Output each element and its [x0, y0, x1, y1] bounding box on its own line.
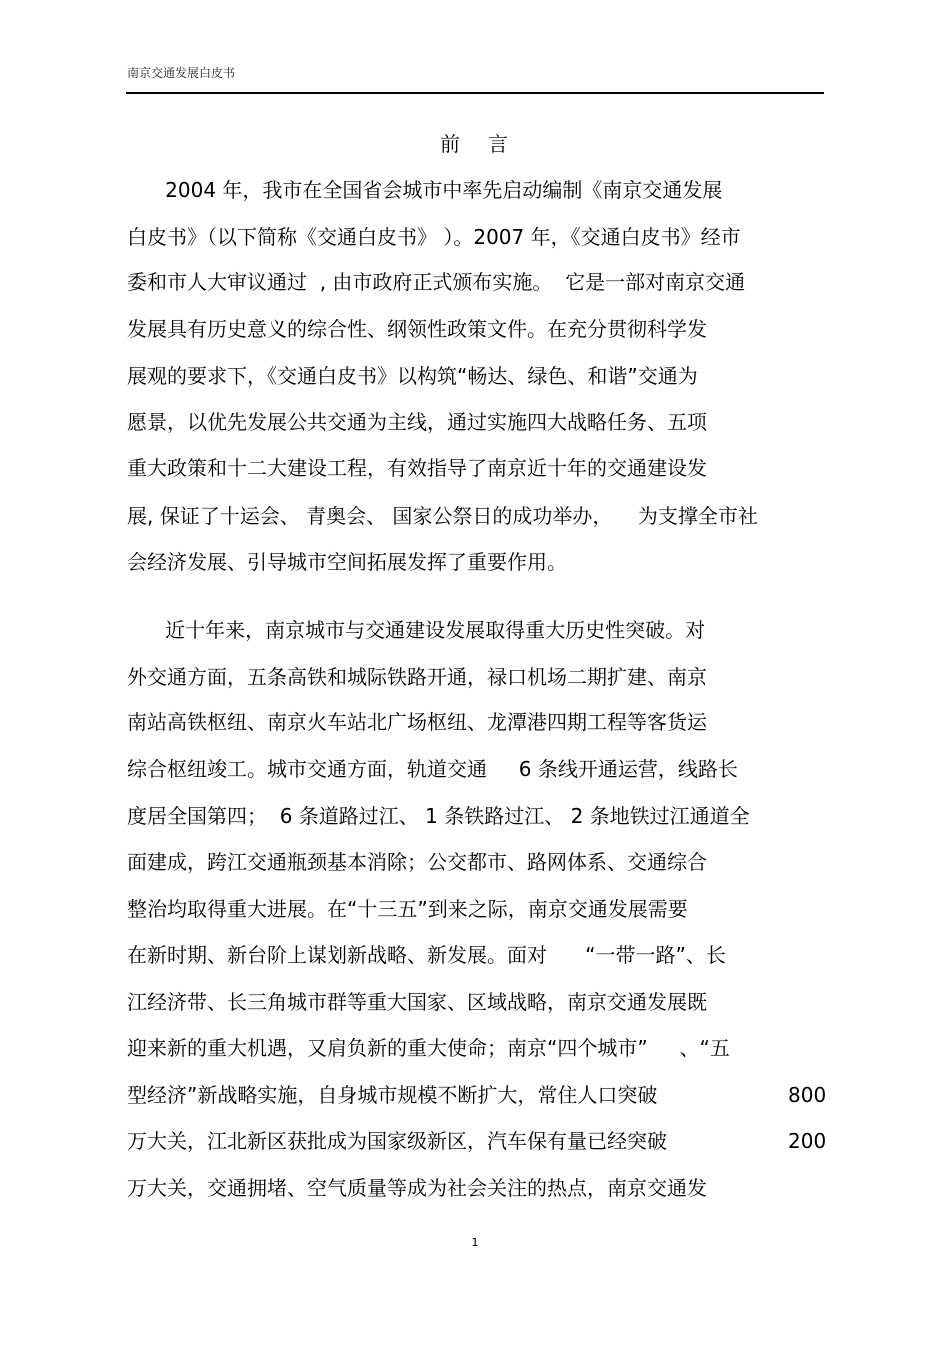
vehicle-number: 200 [788, 1129, 827, 1153]
paragraph-line: 万大关，江北新区获批成为国家级新区，汽车保有量已经突破 [127, 1129, 667, 1153]
paragraph-line: 白皮书》（以下简称《交通白皮书》 ）。2007 年，《交通白皮书》经市 [127, 225, 741, 249]
page-number: 1 [471, 1236, 479, 1249]
paragraph-line: 委和市人大审议通过 , 由市政府正式颁布实施。 它是一部对南京交通 [127, 270, 746, 294]
paragraph-line: 重大政策和十二大建设工程，有效指导了南京近十年的交通建设发 [127, 456, 707, 480]
paragraph-line: 迎来新的重大机遇，又肩负新的重大使命；南京“四个城市” 、“五 [127, 1036, 730, 1060]
header-divider [126, 92, 824, 94]
paragraph-line: 近十年来，南京城市与交通建设发展取得重大历史性突破。对 [127, 618, 706, 642]
title-char-2: 言 [488, 132, 508, 156]
paragraph-line: 面建成，跨江交通瓶颈基本消除；公交都市、路网体系、交通综合 [127, 850, 707, 874]
paragraph-line: 会经济发展、引导城市空间拓展发挥了重要作用。 [127, 550, 567, 574]
paragraph-line: 江经济带、长三角城市群等重大国家、区域战略，南京交通发展既 [127, 990, 707, 1014]
paragraph-line: 综合枢纽竣工。城市交通方面，轨道交通 6 条线开通运营，线路长 [127, 757, 738, 781]
paragraph-line: 2004 年，我市在全国省会城市中率先启动编制《南京交通发展 [127, 178, 723, 202]
paragraph-line: 度居全国第四； 6 条道路过江、 1 条铁路过江、 2 条地铁过江通道全 [127, 804, 750, 828]
paragraph-line: 外交通方面，五条高铁和城际铁路开通，禄口机场二期扩建、南京 [127, 665, 707, 689]
paragraph-line: 在新时期、新台阶上谋划新战略、新发展。面对 “一带一路”、长 [127, 943, 726, 967]
paragraph-line: 展, 保证了十运会、 青奥会、 国家公祭日的成功举办， 为支撑全市社 [127, 504, 758, 528]
paragraph-line: 发展具有历史意义的综合性、纲领性政策文件。在充分贯彻科学发 [127, 317, 707, 341]
running-header-title: 南京交通发展白皮书 [127, 66, 236, 80]
paragraph-line: 南站高铁枢纽、南京火车站北广场枢纽、龙潭港四期工程等客货运 [127, 710, 707, 734]
paragraph-line: 愿景，以优先发展公共交通为主线，通过实施四大战略任务、五项 [127, 410, 707, 434]
paragraph-line: 整治均取得重大进展。在“十三五”到来之际，南京交通发展需要 [127, 897, 688, 921]
paragraph-line: 型经济”新战略实施，自身城市规模不断扩大，常住人口突破 [127, 1083, 658, 1107]
paragraph-line: 万大关，交通拥堵、空气质量等成为社会关注的热点，南京交通发 [127, 1176, 707, 1200]
title-char-1: 前 [440, 132, 460, 156]
paragraph-line: 展观的要求下，《交通白皮书》以构筑“畅达、绿色、和谐”交通为 [127, 364, 698, 388]
population-number: 800 [788, 1083, 827, 1107]
